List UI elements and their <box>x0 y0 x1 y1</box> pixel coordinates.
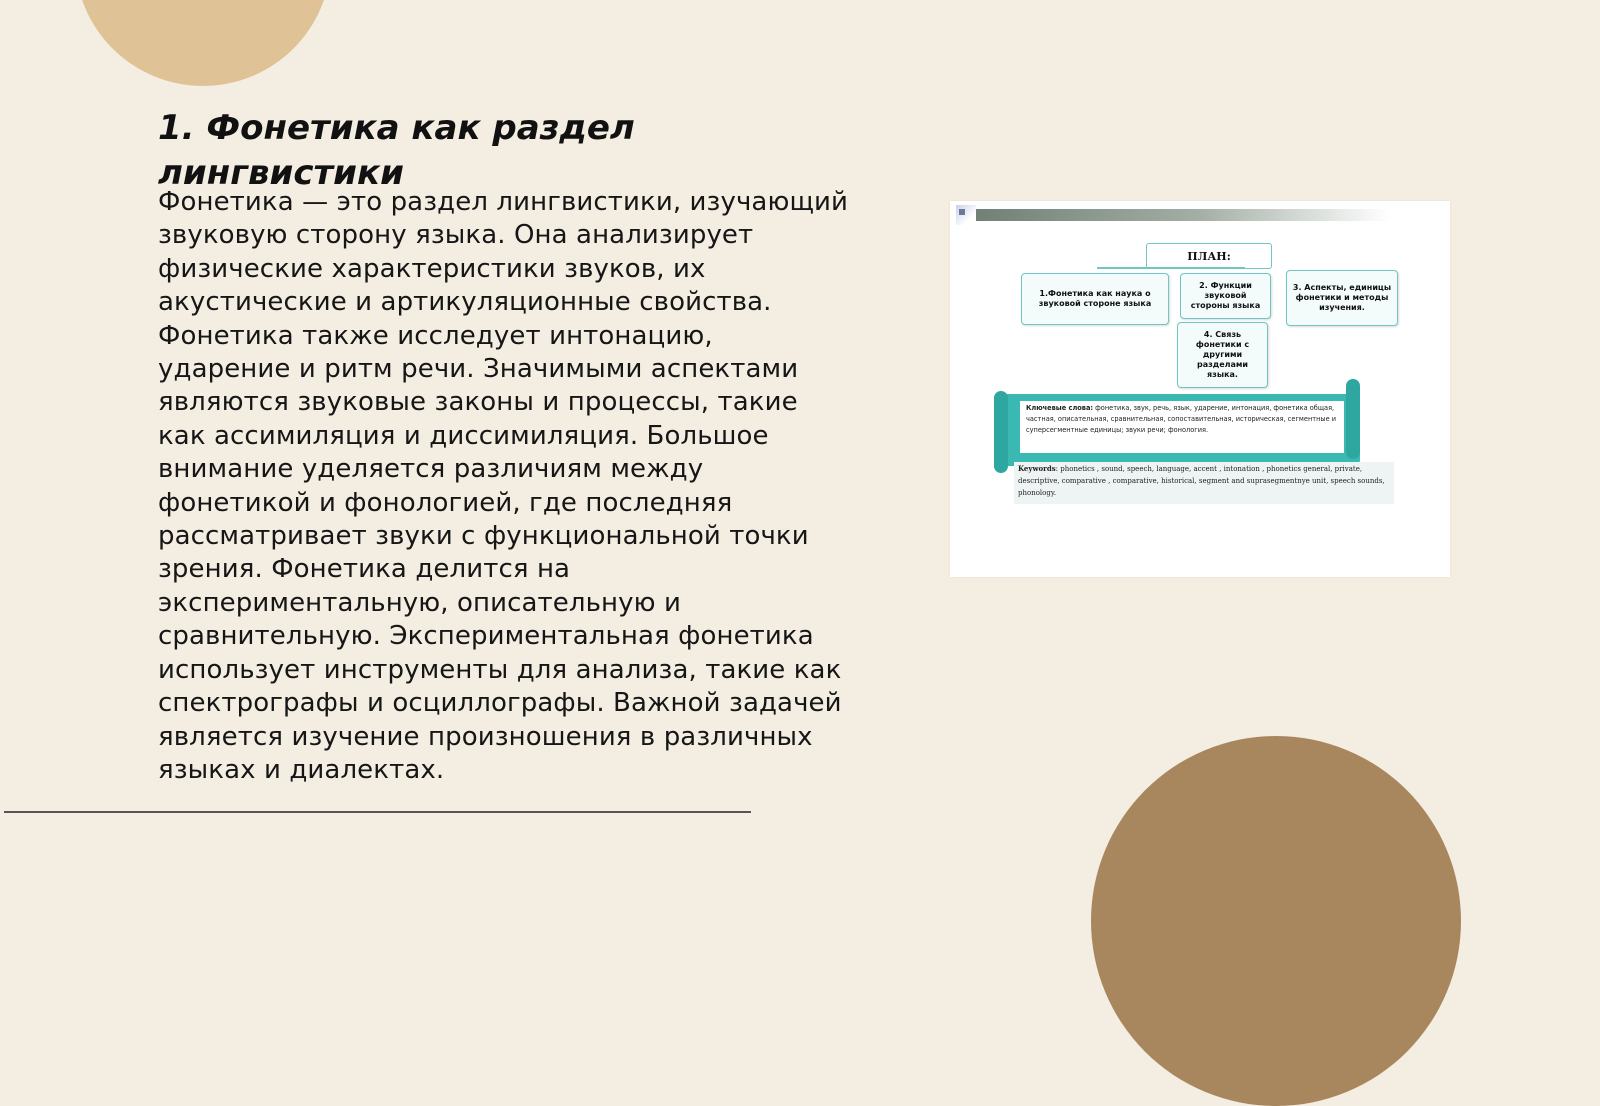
keywords-ru-label: Ключевые слова: <box>1026 404 1094 412</box>
body-paragraph: Фонетика — это раздел лингвистики, изучающий звуковую сторону языка. Она анализирует физические характеристики звуков, их акустические и артикуляционные свойства. Фонетика также исследует интонацию, ударение и ритм речи. Значимыми аспектами являются звуковые законы и процессы, такие как ассимиляция и диссимиляция. Большое внимание уделяется различиям между фонетикой и фонологией, где последняя рассматривает звуки с функциональной точки зрения. Фонетика делится на экспериментальную, описательную и сравнительную. Экспериментальная фонетика использует инструменты для анализа, такие как спектрографы и осциллографы. Важной задачей является изучение произношения в различных языках и диалектах. <box>158 187 849 785</box>
keywords-en-label: Keywords <box>1018 464 1056 473</box>
plan-node-4: 4. Связь фонетики с другими разделами языка. <box>1177 322 1268 388</box>
plan-connector <box>1097 267 1245 269</box>
scroll-roll-right <box>1346 379 1360 459</box>
slide-header-bar <box>970 209 1390 221</box>
plan-node-2: 2. Функции звуковой стороны языка <box>1180 273 1271 319</box>
keywords-ru <box>1020 401 1344 453</box>
keywords-en-text: : phonetics , sound, speech, language, accent , intonation , phonetics general, private, descriptive, comparative , comparative, historical, segment and suprasegmentnye unit, speech sounds, phonology. <box>1018 465 1385 497</box>
keywords-ru-text: фонетика, звук, речь, язык, ударение, интонация, фонетика общая, частная, описательная, сравнительная, сопоставительная, историческая, сегментные и суперсегментные единицы; звуки речи; фонология. <box>1026 404 1337 434</box>
slide-corner-ornament <box>956 205 976 225</box>
plan-node-3: 3. Аспекты, единицы фонетики и методы изучения. <box>1286 270 1398 326</box>
plan-node-1: 1.Фонетика как наука о звуковой стороне языка <box>1021 273 1169 325</box>
keywords-en <box>1014 462 1394 504</box>
decorative-circle-bottom <box>1091 736 1461 1106</box>
divider-line <box>4 811 751 813</box>
keywords-scroll <box>998 394 1360 466</box>
slide-title: 1. Фонетика как раздел лингвистики <box>158 108 635 193</box>
scroll-roll-left <box>994 391 1008 473</box>
decorative-circle-top <box>75 0 331 86</box>
slide-corner-dot <box>959 209 965 215</box>
slide-image <box>950 201 1450 577</box>
plan-box: ПЛАН: <box>1146 243 1272 269</box>
